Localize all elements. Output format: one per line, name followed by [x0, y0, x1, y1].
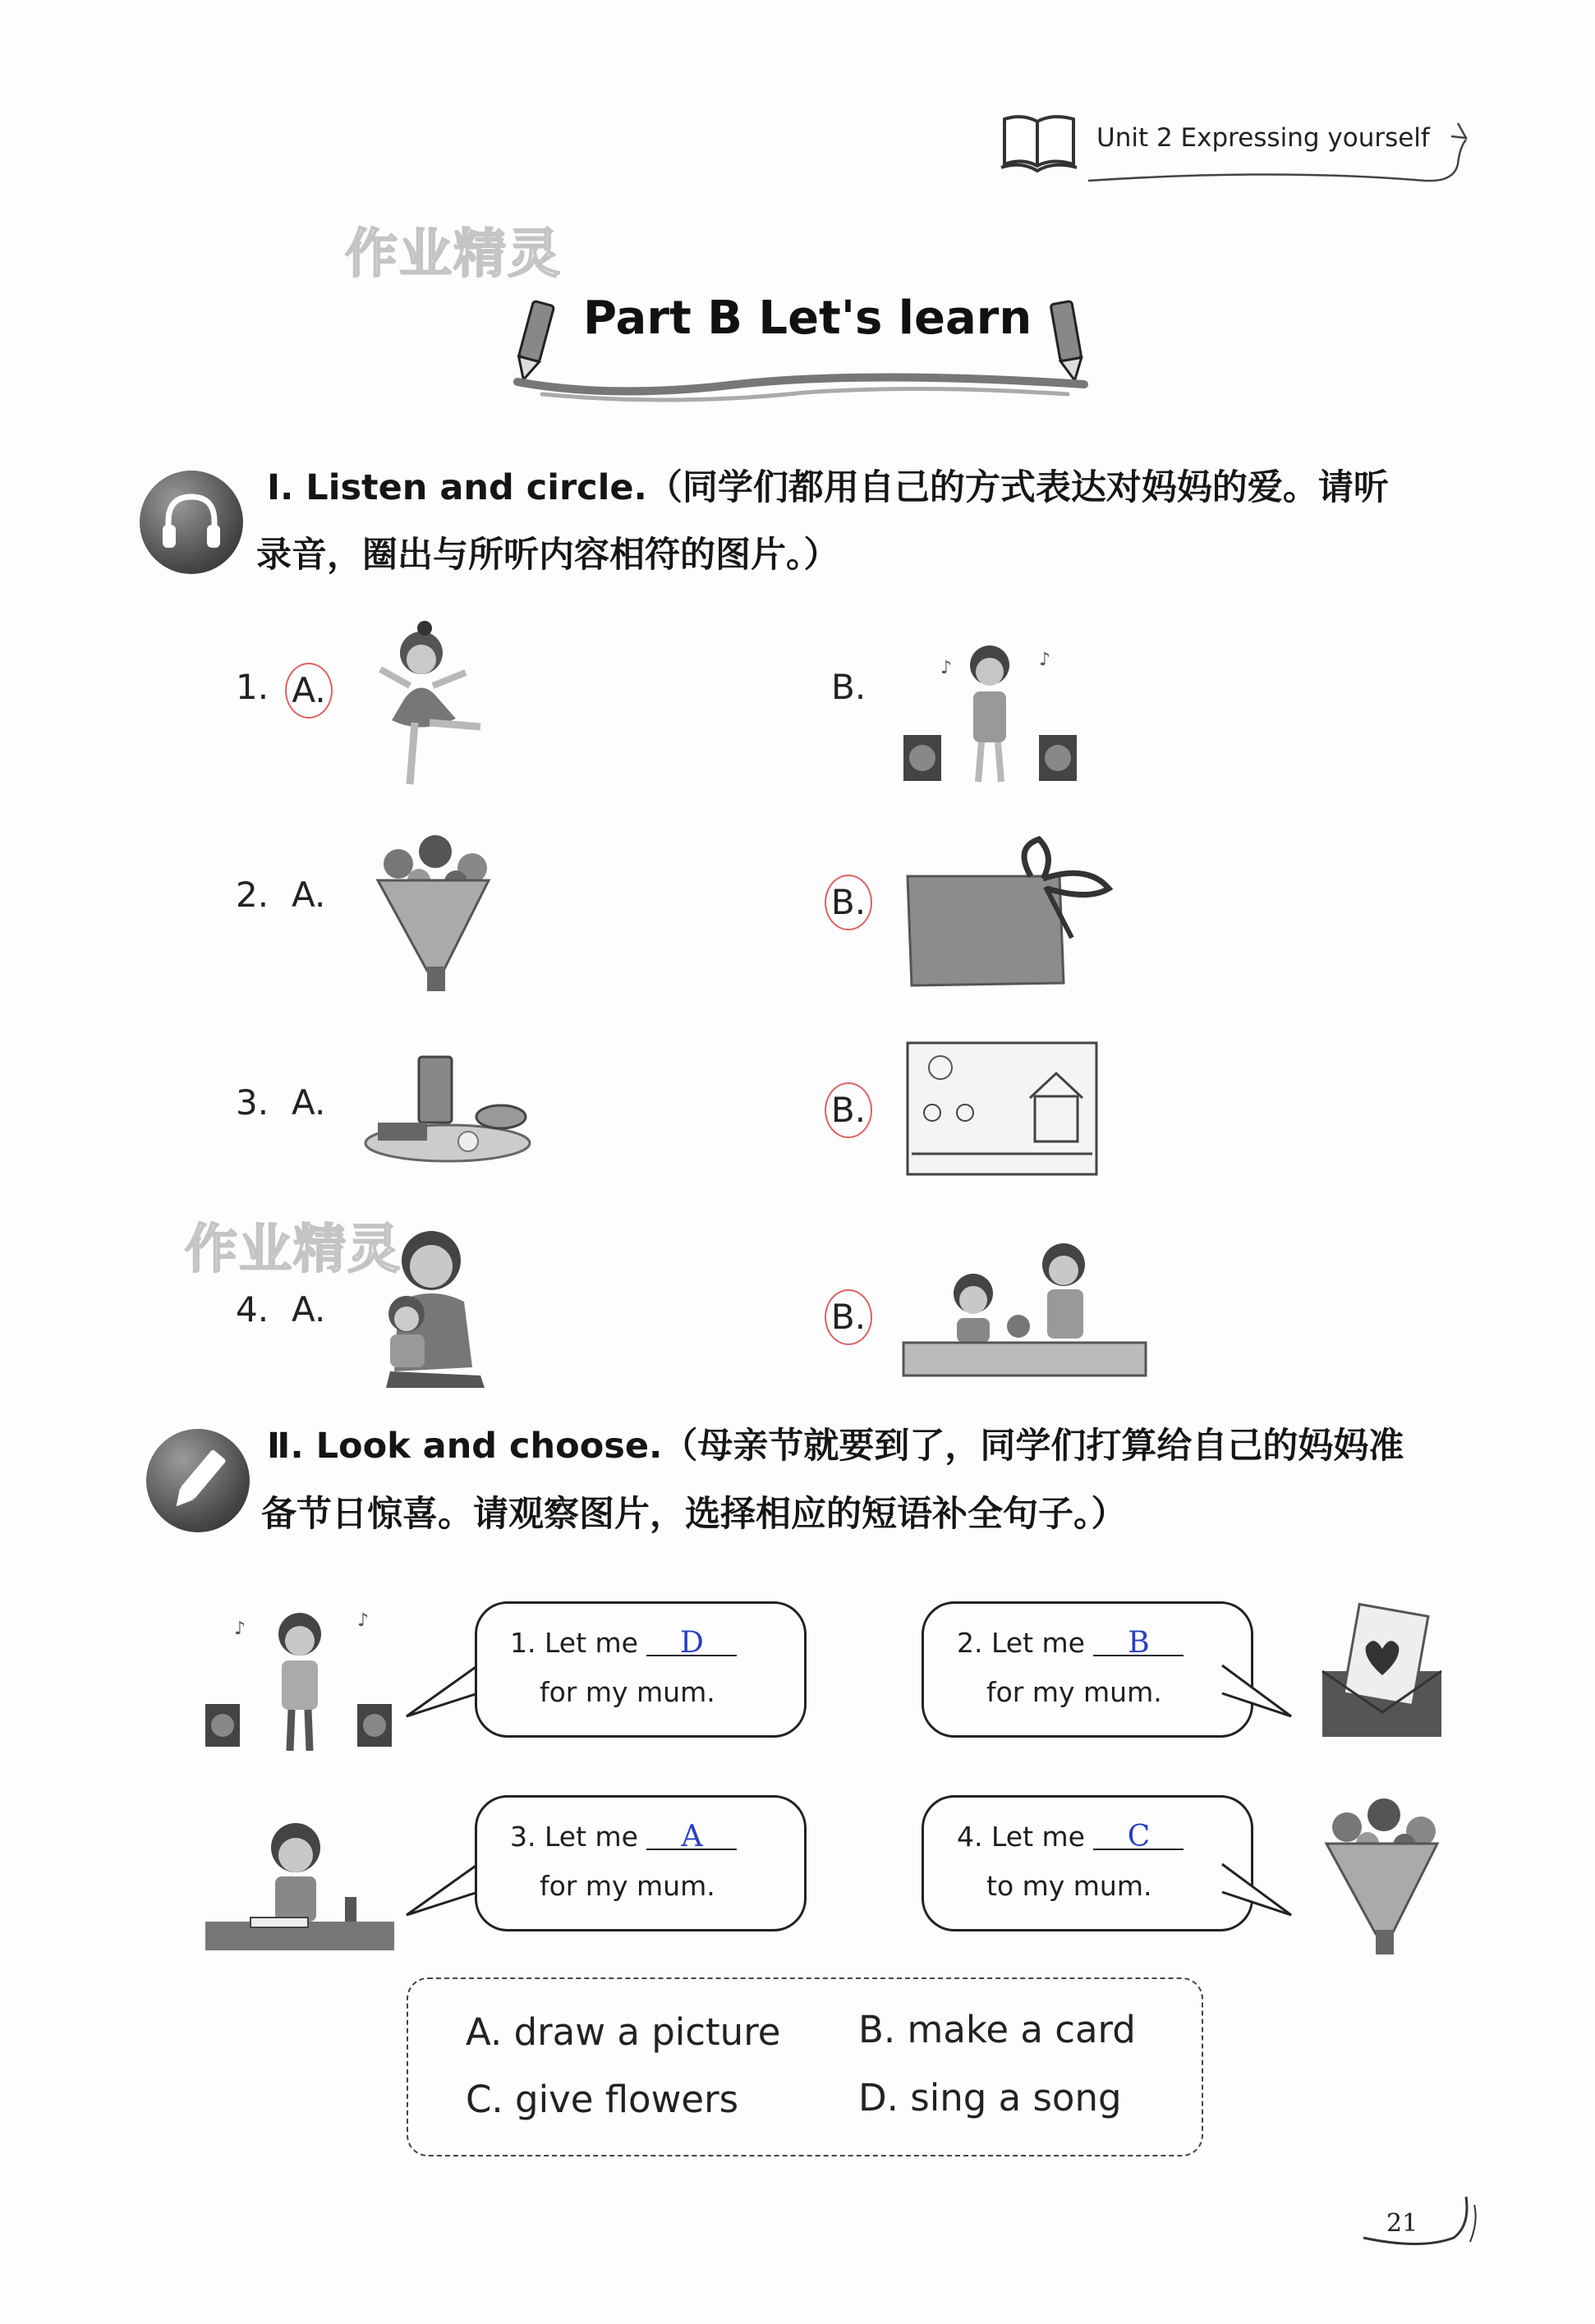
option-a[interactable]: A. — [292, 1289, 326, 1330]
option-a[interactable]: A. — [292, 875, 326, 915]
title-swoosh — [509, 361, 1092, 411]
option-b[interactable]: B. — [831, 1289, 872, 1345]
choices-box — [407, 1977, 1203, 2156]
watermark: 作业精灵 — [345, 224, 562, 285]
unit-header — [998, 99, 1474, 189]
pencil-icon — [146, 1429, 250, 1532]
flower-bouquet-image — [361, 831, 505, 995]
svg-text:♪: ♪ — [940, 658, 953, 678]
speech-bubble-2: 2. Let me B for my mum. — [922, 1601, 1253, 1738]
section1-heading-line2: 录音，圈出与所听内容相符的图片。） — [256, 535, 839, 576]
breakfast-image — [361, 1053, 534, 1168]
choice-c: C. give flowers — [466, 2078, 739, 2121]
girl-singing-image — [891, 641, 1088, 788]
card-envelope-image — [1318, 1601, 1450, 1745]
ballet-dancer-image — [374, 620, 489, 797]
option-b[interactable]: B. — [831, 1082, 872, 1138]
svg-text:♪: ♪ — [357, 1610, 370, 1631]
bubble-tail — [402, 1659, 485, 1725]
open-book-icon — [998, 107, 1080, 177]
question-number: 1. — [236, 667, 269, 707]
watermark: 作业精灵 — [185, 1219, 402, 1280]
flower-bouquet-image — [1310, 1794, 1454, 1959]
answer-blank[interactable]: A — [646, 1826, 737, 1850]
bubble-tail — [402, 1858, 485, 1923]
page-number: 21 — [1386, 2209, 1418, 2238]
bubble-tail — [1216, 1858, 1298, 1923]
svg-text:♪: ♪ — [1039, 650, 1051, 670]
answer-blank[interactable]: C — [1093, 1826, 1184, 1850]
boy-singing-image — [201, 1601, 398, 1757]
girl-washing-dishes-image — [899, 1236, 1150, 1380]
page-number-swoosh — [1355, 2189, 1478, 2254]
mother-hugging-child-image — [357, 1224, 489, 1396]
childs-drawing-image — [903, 1039, 1101, 1183]
option-a[interactable]: A. — [292, 1082, 326, 1123]
answer-blank[interactable]: D — [646, 1632, 737, 1656]
speech-bubble-1: 1. Let me D for my mum. — [475, 1601, 807, 1738]
choice-b: B. make a card — [858, 2008, 1136, 2051]
section1-heading: Ⅰ. Listen and circle.（同学们都用自己的方式表达对妈妈的爱。请听 — [267, 467, 1389, 508]
speech-bubble-4: 4. Let me C to my mum. — [922, 1795, 1253, 1931]
bubble-tail — [1216, 1659, 1298, 1725]
gift-card-image — [899, 831, 1117, 995]
question-number: 4. — [236, 1289, 269, 1330]
page-title: Part B Let's learn — [583, 292, 1032, 345]
choice-a: A. draw a picture — [466, 2010, 781, 2054]
section2-heading: Ⅱ. Look and choose.（母亲节就要到了，同学们打算给自己的妈妈准 — [267, 1426, 1404, 1467]
speech-bubble-3: 3. Let me A for my mum. — [475, 1795, 807, 1931]
svg-text:♪: ♪ — [234, 1619, 246, 1639]
section2-heading-line2: 备节日惊喜。请观察图片，选择相应的短语补全句子。） — [261, 1494, 1127, 1535]
headphones-icon — [140, 471, 243, 574]
answer-blank[interactable]: B — [1093, 1632, 1184, 1656]
girl-painting-image — [201, 1803, 398, 1954]
option-a[interactable]: A. — [292, 663, 333, 719]
question-number: 3. — [236, 1082, 269, 1123]
option-b[interactable]: B. — [831, 667, 866, 707]
question-number: 2. — [236, 875, 269, 915]
option-b[interactable]: B. — [831, 875, 872, 930]
choice-d: D. sing a song — [858, 2076, 1122, 2120]
unit-title: Unit 2 Expressing yourself — [1096, 123, 1430, 153]
